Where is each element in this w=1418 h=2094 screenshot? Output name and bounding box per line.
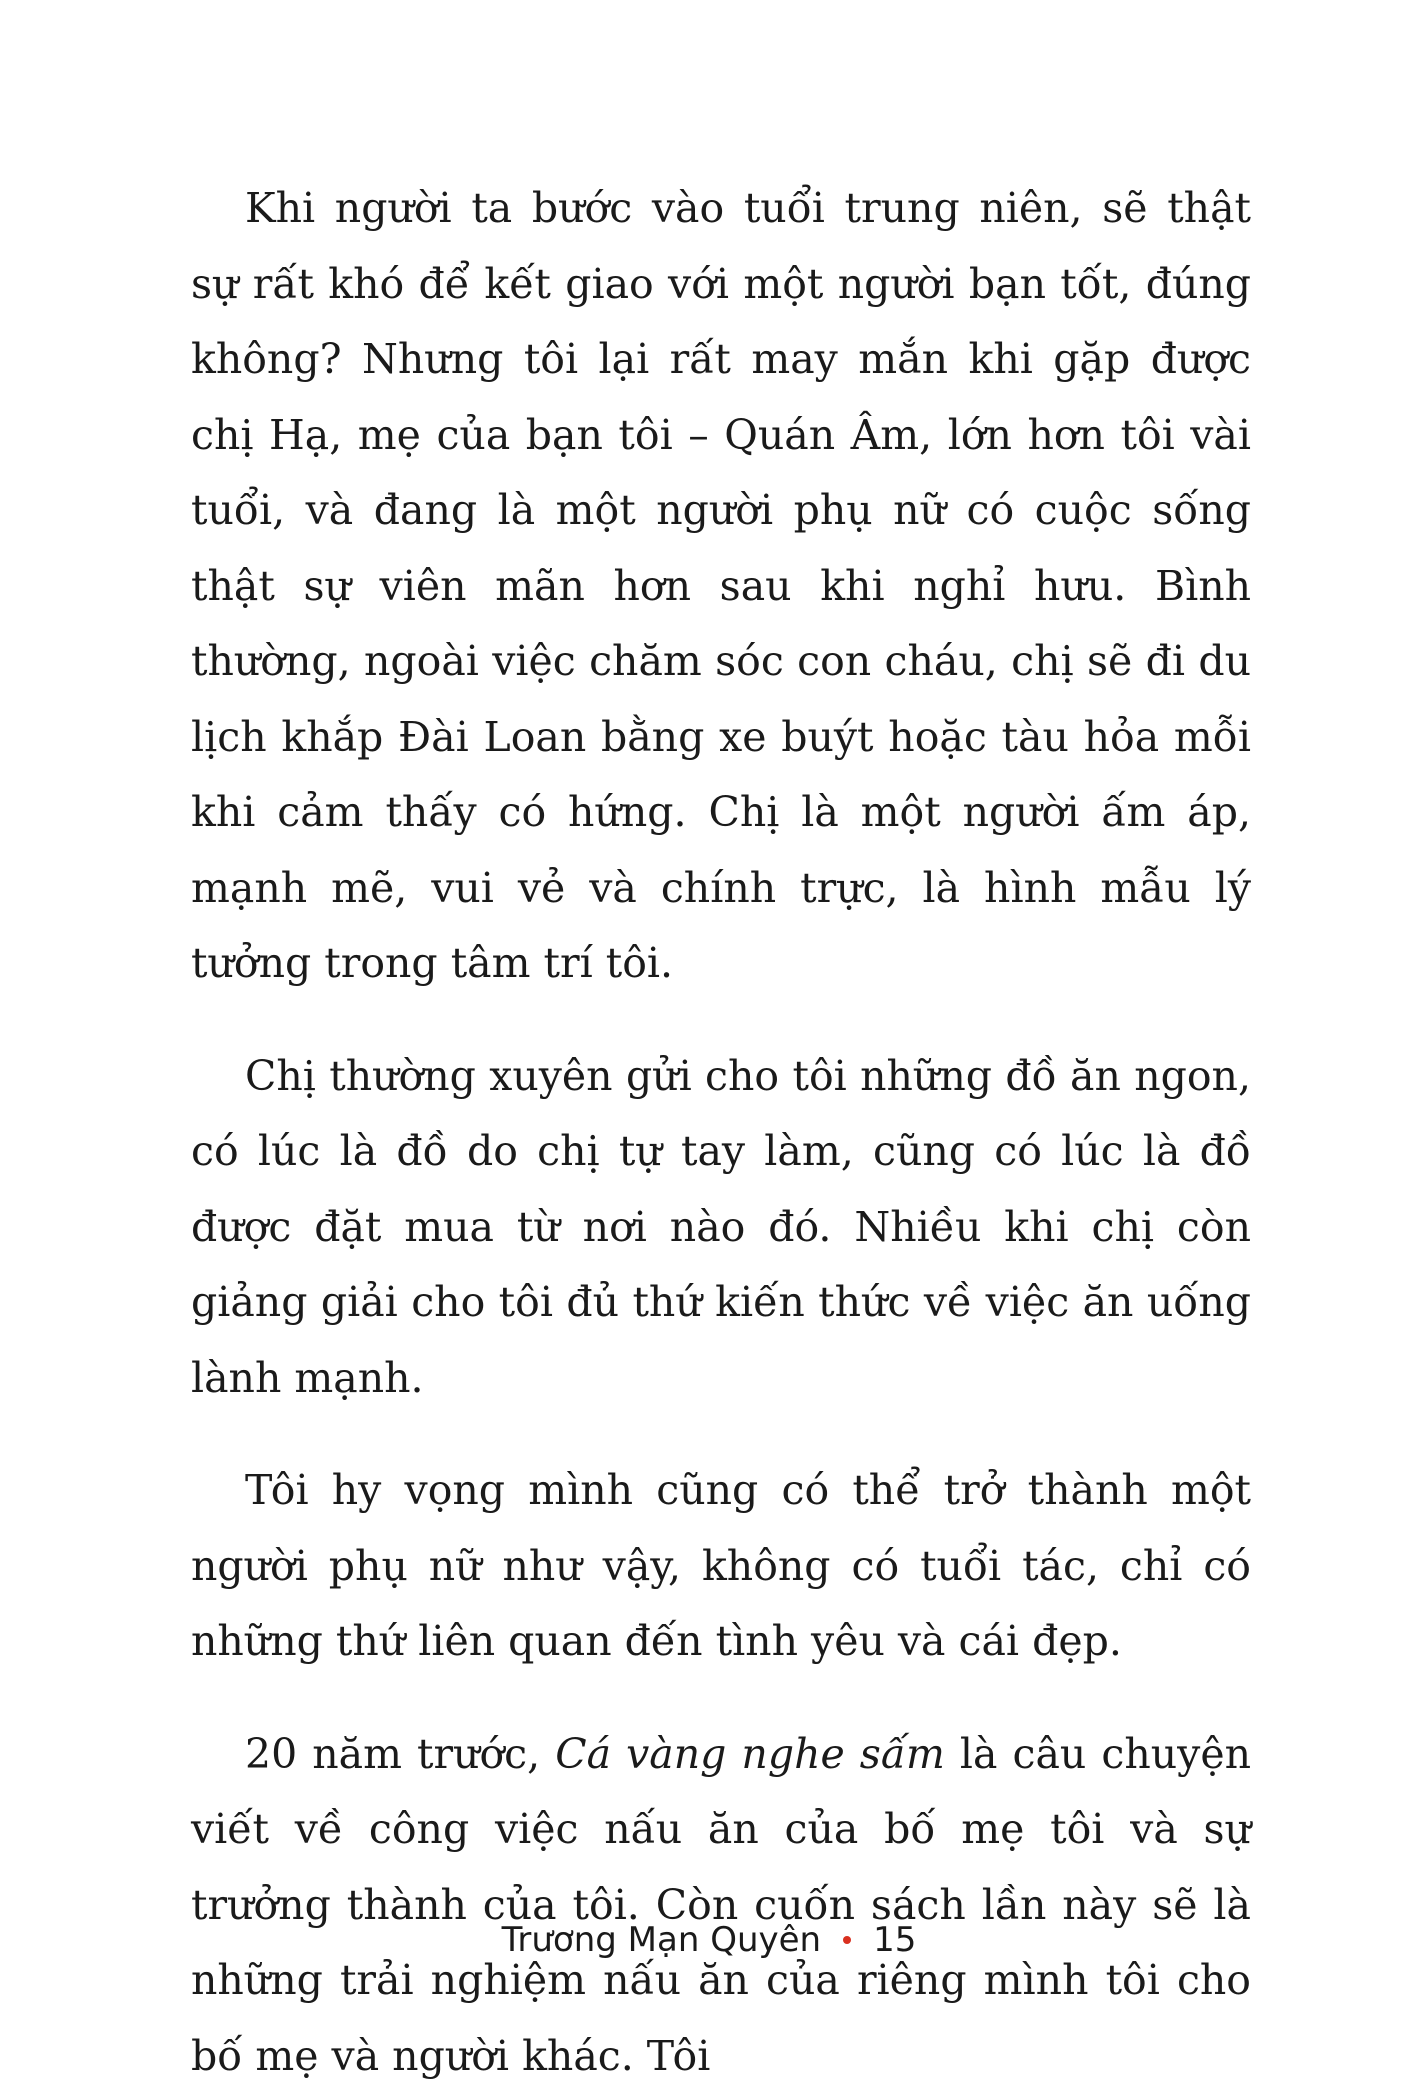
footer-bullet-icon (843, 1936, 851, 1944)
paragraph-2-text: Chị thường xuyên gửi cho tôi những đồ ăn ngon, có lúc là đồ do chị tự tay làm, cũng có lúc là đồ được đặt mua từ nơi nào đó. Nhiều khi chị còn giảng giải cho tôi đủ thứ kiến thức về việc ăn uống lành mạnh. (191, 1052, 1251, 1402)
book-title-italic: Cá vàng nghe sấm (555, 1730, 945, 1778)
footer-author: Trương Mạn Quyên (502, 1920, 821, 1960)
page-number: 15 (873, 1920, 916, 1960)
paragraph-3-text: Tôi hy vọng mình cũng có thể trở thành một người phụ nữ như vậy, không có tuổi tác, chỉ có những thứ liên quan đến tình yêu và cái đẹp. (191, 1466, 1251, 1665)
page-footer (0, 1918, 1418, 1962)
body-text (191, 171, 1251, 2094)
paragraph-3 (191, 1453, 1251, 1680)
paragraph-2 (191, 1039, 1251, 1417)
paragraph-4-text-end: là câu chuyện viết về công việc nấu ăn của bố mẹ tôi và sự trưởng thành của tôi. Còn cuốn sách lần này sẽ là những trải nghiệm nấu ăn của riêng mình tôi cho bố mẹ và người khác. Tôi (191, 1730, 1251, 2080)
paragraph-1-text: Khi người ta bước vào tuổi trung niên, sẽ thật sự rất khó để kết giao với một người bạn tốt, đúng không? Nhưng tôi lại rất may mắn khi gặp được chị Hạ, mẹ của bạn tôi – Quán Âm, lớn hơn tôi vài tuổi, và đang là một người phụ nữ có cuộc sống thật sự viên mãn hơn sau khi nghỉ hưu. Bình thường, ngoài việc chăm sóc con cháu, chị sẽ đi du lịch khắp Đài Loan bằng xe buýt hoặc tàu hỏa mỗi khi cảm thấy có hứng. Chị là một người ấm áp, mạnh mẽ, vui vẻ và chính trực, là hình mẫu lý tưởng trong tâm trí tôi. (191, 184, 1251, 987)
paragraph-4-text-start: 20 năm trước, (245, 1730, 555, 1778)
paragraph-1 (191, 171, 1251, 1002)
paragraph-4 (191, 1717, 1251, 2094)
